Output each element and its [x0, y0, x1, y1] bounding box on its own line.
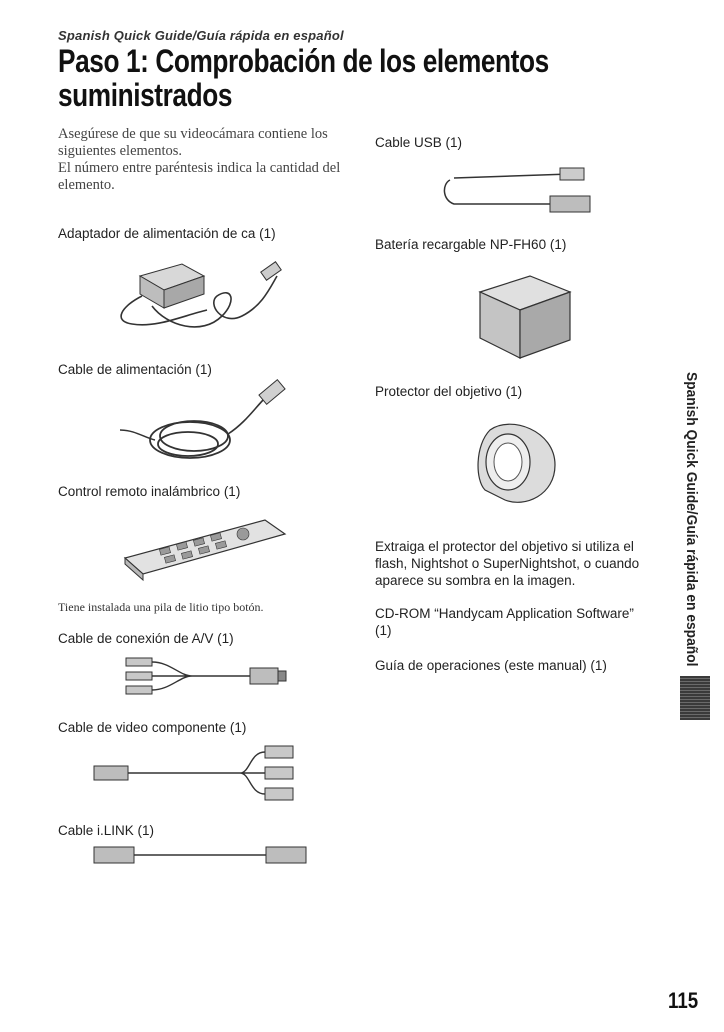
lens-hood-illustration — [470, 410, 570, 510]
remote-battery-note: Tiene instalada una pila de litio tipo botón. — [58, 600, 264, 614]
lens-hood-note: Extraiga el protector del objetivo si utiliza el flash, Nightshot o SuperNightshot, o cuando aparece su sombra en la imagen. — [375, 539, 640, 588]
item-usb-cable-label: Cable USB (1) — [375, 135, 463, 150]
battery-illustration — [470, 268, 580, 368]
item-manual-label: Guía de operaciones (este manual) (1) — [375, 658, 607, 673]
section-header-label: Spanish Quick Guide/Guía rápida en español — [58, 28, 344, 43]
page-number: 115 — [668, 988, 699, 1013]
side-tab-text: Spanish Quick Guide/Guía rápida en español — [683, 372, 700, 667]
usb-cable-illustration — [440, 160, 600, 216]
ac-adaptor-illustration — [112, 246, 292, 346]
item-remote-label: Control remoto inalámbrico (1) — [58, 484, 241, 499]
intro-line-2: El número entre paréntesis indica la cantidad del elemento. — [58, 160, 341, 193]
item-power-cord-label: Cable de alimentación (1) — [58, 362, 212, 377]
item-lens-hood-label: Protector del objetivo (1) — [375, 384, 523, 399]
item-av-cable-label: Cable de conexión de A/V (1) — [58, 631, 234, 646]
power-cord-illustration — [110, 378, 290, 474]
av-cable-illustration — [120, 652, 290, 700]
side-section-tab — [683, 372, 703, 672]
remote-control-illustration — [115, 500, 295, 590]
item-ac-adaptor-label: Adaptador de alimentación de ca (1) — [58, 226, 276, 241]
ilink-cable-illustration — [90, 842, 310, 868]
item-battery-label: Batería recargable NP-FH60 (1) — [375, 237, 567, 252]
item-ilink-cable-label: Cable i.LINK (1) — [58, 823, 155, 838]
side-tab-marker — [680, 676, 710, 720]
intro-text — [58, 126, 348, 194]
item-component-cable-label: Cable de video componente (1) — [58, 720, 247, 735]
page-title: Paso 1: Comprobación de los elementos suministrados — [58, 43, 549, 113]
component-cable-illustration — [90, 738, 310, 808]
intro-line-1: Asegúrese de que su videocámara contiene los siguientes elementos. — [58, 126, 328, 159]
item-cdrom-label: CD-ROM “Handycam Application Software” (1) — [375, 606, 634, 638]
